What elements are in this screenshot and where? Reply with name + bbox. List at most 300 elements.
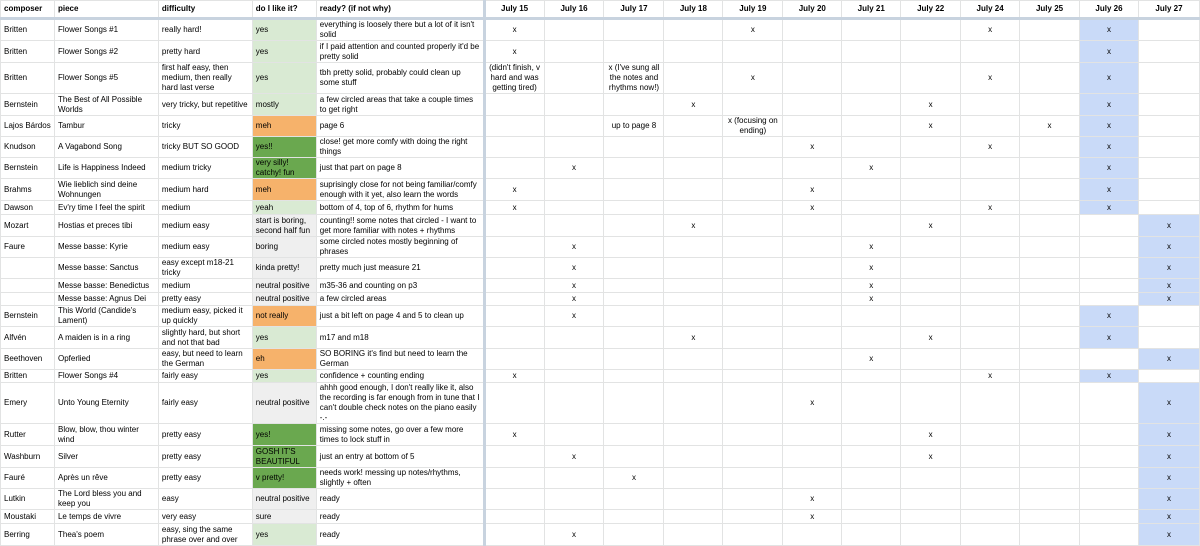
like-cell[interactable]: meh [252,179,316,201]
like-cell[interactable]: yes [252,370,316,383]
practice-cell[interactable] [484,215,544,237]
practice-cell[interactable] [664,116,723,137]
ready-cell[interactable]: tbh pretty solid, probably could clean up some stuff [316,63,484,94]
practice-cell[interactable] [901,137,961,158]
practice-cell[interactable] [1138,63,1199,94]
practice-cell[interactable] [1020,306,1080,327]
piece-cell[interactable]: Ev'ry time I feel the spirit [54,201,158,215]
practice-cell[interactable] [664,19,723,41]
like-cell[interactable]: neutral positive [252,383,316,424]
practice-cell[interactable] [484,158,544,179]
practice-cell[interactable]: x [1080,116,1139,137]
practice-cell[interactable]: x [544,258,604,279]
practice-cell[interactable] [723,94,783,116]
practice-cell[interactable] [783,446,842,468]
like-cell[interactable]: GOSH IT'S BEAUTIFUL [252,446,316,468]
composer-cell[interactable]: Washburn [1,446,55,468]
like-cell[interactable]: v pretty! [252,468,316,489]
composer-cell[interactable]: Britten [1,63,55,94]
practice-cell[interactable]: x [1138,424,1199,446]
practice-cell[interactable] [544,116,604,137]
practice-cell[interactable] [544,137,604,158]
practice-cell[interactable] [1020,279,1080,293]
practice-cell[interactable] [723,215,783,237]
like-cell[interactable]: mostly [252,94,316,116]
practice-cell[interactable] [544,179,604,201]
practice-cell[interactable] [901,258,961,279]
practice-cell[interactable] [783,63,842,94]
practice-cell[interactable] [723,201,783,215]
composer-cell[interactable]: Dawson [1,201,55,215]
practice-cell[interactable] [1020,424,1080,446]
practice-cell[interactable]: x [664,327,723,349]
practice-cell[interactable] [961,383,1020,424]
practice-cell[interactable] [961,279,1020,293]
practice-cell[interactable] [842,137,901,158]
composer-cell[interactable]: Knudson [1,137,55,158]
like-cell[interactable]: not really [252,306,316,327]
difficulty-cell[interactable]: pretty easy [158,468,252,489]
practice-cell[interactable] [723,370,783,383]
practice-cell[interactable] [901,279,961,293]
practice-cell[interactable] [544,424,604,446]
practice-cell[interactable]: x [664,215,723,237]
practice-cell[interactable] [1138,327,1199,349]
practice-cell[interactable] [901,158,961,179]
piece-cell[interactable]: The Lord bless you and keep you [54,489,158,510]
practice-cell[interactable] [1080,279,1139,293]
difficulty-cell[interactable]: medium tricky [158,158,252,179]
practice-cell[interactable] [604,306,664,327]
practice-cell[interactable] [1020,201,1080,215]
composer-cell[interactable]: Berring [1,524,55,546]
piece-cell[interactable]: Flower Songs #4 [54,370,158,383]
col-header-ready[interactable]: ready? (if not why) [316,1,484,19]
piece-cell[interactable]: This World (Candide's Lament) [54,306,158,327]
practice-cell[interactable]: x [1138,468,1199,489]
practice-cell[interactable] [901,349,961,370]
practice-cell[interactable] [544,201,604,215]
practice-cell[interactable]: x [723,19,783,41]
practice-cell[interactable] [842,306,901,327]
practice-cell[interactable] [1020,41,1080,63]
piece-cell[interactable]: Messe basse: Sanctus [54,258,158,279]
practice-cell[interactable] [842,468,901,489]
practice-cell[interactable] [901,510,961,524]
practice-cell[interactable] [901,41,961,63]
practice-cell[interactable]: x [842,237,901,258]
practice-cell[interactable] [842,489,901,510]
practice-cell[interactable] [961,327,1020,349]
practice-cell[interactable] [604,158,664,179]
practice-cell[interactable]: up to page 8 [604,116,664,137]
practice-cell[interactable] [604,327,664,349]
practice-cell[interactable] [664,237,723,258]
practice-cell[interactable] [1080,446,1139,468]
practice-cell[interactable] [783,293,842,306]
like-cell[interactable]: boring [252,237,316,258]
practice-cell[interactable] [1020,349,1080,370]
practice-cell[interactable] [842,179,901,201]
practice-cell[interactable]: x [484,370,544,383]
practice-cell[interactable] [664,510,723,524]
practice-cell[interactable]: x (I've sung all the notes and rhythms now!) [604,63,664,94]
practice-cell[interactable] [1080,293,1139,306]
like-cell[interactable]: yes [252,19,316,41]
practice-cell[interactable] [1020,215,1080,237]
practice-cell[interactable] [664,63,723,94]
practice-cell[interactable] [664,137,723,158]
practice-cell[interactable] [604,19,664,41]
practice-cell[interactable] [544,41,604,63]
composer-cell[interactable]: Faure [1,237,55,258]
practice-cell[interactable]: x [783,383,842,424]
practice-cell[interactable] [604,293,664,306]
practice-cell[interactable] [664,524,723,546]
piece-cell[interactable]: Thea's poem [54,524,158,546]
practice-cell[interactable] [842,510,901,524]
practice-cell[interactable] [604,137,664,158]
practice-cell[interactable] [484,258,544,279]
practice-cell[interactable] [723,137,783,158]
composer-cell[interactable] [1,258,55,279]
col-header-date[interactable]: July 26 [1080,1,1139,19]
practice-cell[interactable] [783,116,842,137]
like-cell[interactable]: sure [252,510,316,524]
practice-cell[interactable] [1080,349,1139,370]
practice-cell[interactable] [604,237,664,258]
ready-cell[interactable]: everything is loosely there but a lot of it isn't solid [316,19,484,41]
like-cell[interactable]: meh [252,116,316,137]
piece-cell[interactable]: Silver [54,446,158,468]
col-header-date[interactable]: July 21 [842,1,901,19]
ready-cell[interactable]: ready [316,524,484,546]
practice-cell[interactable] [484,510,544,524]
col-header-date[interactable]: July 24 [961,1,1020,19]
practice-cell[interactable] [783,237,842,258]
practice-cell[interactable]: x [1080,19,1139,41]
practice-cell[interactable] [842,424,901,446]
practice-cell[interactable]: x [1080,137,1139,158]
practice-cell[interactable] [901,524,961,546]
practice-cell[interactable] [961,349,1020,370]
practice-cell[interactable]: x [1080,41,1139,63]
practice-cell[interactable] [484,279,544,293]
practice-cell[interactable] [1080,383,1139,424]
col-header-date[interactable]: July 15 [484,1,544,19]
like-cell[interactable]: yeah [252,201,316,215]
practice-cell[interactable] [604,510,664,524]
practice-cell[interactable] [783,279,842,293]
practice-cell[interactable] [664,306,723,327]
ready-cell[interactable]: ready [316,510,484,524]
like-cell[interactable]: start is boring, second half fun [252,215,316,237]
practice-cell[interactable] [484,237,544,258]
practice-cell[interactable]: x [901,327,961,349]
practice-cell[interactable] [961,116,1020,137]
practice-cell[interactable]: x [1080,370,1139,383]
practice-cell[interactable] [604,201,664,215]
ready-cell[interactable]: needs work! messing up notes/rhythms, slightly + often [316,468,484,489]
practice-cell[interactable] [842,215,901,237]
practice-cell[interactable] [604,94,664,116]
practice-cell[interactable] [783,524,842,546]
practice-cell[interactable]: x (focusing on ending) [723,116,783,137]
practice-cell[interactable] [664,179,723,201]
practice-cell[interactable]: x [961,370,1020,383]
practice-cell[interactable] [544,383,604,424]
practice-cell[interactable] [842,446,901,468]
practice-cell[interactable]: x [1138,524,1199,546]
practice-cell[interactable]: x [1138,383,1199,424]
practice-cell[interactable] [723,179,783,201]
practice-cell[interactable] [723,41,783,63]
practice-cell[interactable]: x [1080,327,1139,349]
practice-cell[interactable]: x [1138,258,1199,279]
practice-cell[interactable] [901,306,961,327]
practice-cell[interactable]: x [961,63,1020,94]
practice-cell[interactable] [723,327,783,349]
practice-cell[interactable] [1020,489,1080,510]
practice-cell[interactable] [664,158,723,179]
composer-cell[interactable]: Fauré [1,468,55,489]
like-cell[interactable]: neutral positive [252,489,316,510]
col-header-piece[interactable]: piece [54,1,158,19]
practice-cell[interactable] [1138,116,1199,137]
col-header-date[interactable]: July 25 [1020,1,1080,19]
ready-cell[interactable]: close! get more comfy with doing the right things [316,137,484,158]
practice-cell[interactable] [723,510,783,524]
practice-cell[interactable] [901,383,961,424]
composer-cell[interactable]: Rutter [1,424,55,446]
practice-cell[interactable] [1080,468,1139,489]
ready-cell[interactable]: m17 and m18 [316,327,484,349]
practice-cell[interactable] [1138,370,1199,383]
col-header-difficulty[interactable]: difficulty [158,1,252,19]
practice-cell[interactable]: x [783,510,842,524]
composer-cell[interactable] [1,279,55,293]
practice-cell[interactable]: x [484,201,544,215]
practice-cell[interactable] [664,446,723,468]
difficulty-cell[interactable]: medium easy [158,237,252,258]
practice-cell[interactable]: x [783,201,842,215]
practice-cell[interactable] [961,158,1020,179]
practice-cell[interactable] [544,370,604,383]
difficulty-cell[interactable]: very tricky, but repetitive [158,94,252,116]
practice-cell[interactable] [961,306,1020,327]
piece-cell[interactable]: A maiden is in a ring [54,327,158,349]
practice-cell[interactable] [1138,306,1199,327]
practice-cell[interactable] [664,41,723,63]
practice-cell[interactable] [484,446,544,468]
difficulty-cell[interactable]: medium easy, picked it up quickly [158,306,252,327]
practice-cell[interactable] [1020,94,1080,116]
difficulty-cell[interactable]: easy except m18-21 tricky [158,258,252,279]
col-header-date[interactable]: July 19 [723,1,783,19]
practice-cell[interactable] [901,237,961,258]
practice-cell[interactable] [1020,446,1080,468]
practice-cell[interactable]: x [842,158,901,179]
practice-cell[interactable] [901,293,961,306]
practice-cell[interactable] [604,383,664,424]
practice-cell[interactable] [901,63,961,94]
difficulty-cell[interactable]: really hard! [158,19,252,41]
practice-cell[interactable] [1020,293,1080,306]
practice-cell[interactable]: x [1080,306,1139,327]
ready-cell[interactable]: a few circled areas that take a couple times to get right [316,94,484,116]
practice-cell[interactable] [1020,179,1080,201]
ready-cell[interactable]: suprisingly close for not being familiar/comfy enough with it yet, also learn the words [316,179,484,201]
col-header-date[interactable]: July 20 [783,1,842,19]
practice-cell[interactable] [901,370,961,383]
practice-cell[interactable] [484,306,544,327]
ready-cell[interactable]: m35-36 and counting on p3 [316,279,484,293]
col-header-composer[interactable]: composer [1,1,55,19]
piece-cell[interactable]: Messe basse: Benedictus [54,279,158,293]
practice-cell[interactable] [544,19,604,41]
practice-cell[interactable]: x [1080,201,1139,215]
practice-cell[interactable] [544,489,604,510]
ready-cell[interactable]: ahhh good enough, I don't really like it, also the recording is far enough from in tune that I can't double check notes on the piano easily -.- [316,383,484,424]
piece-cell[interactable]: Tambur [54,116,158,137]
like-cell[interactable]: kinda pretty! [252,258,316,279]
practice-cell[interactable]: (didn't finish, v hard and was getting tired) [484,63,544,94]
practice-cell[interactable] [604,179,664,201]
composer-cell[interactable]: Lutkin [1,489,55,510]
difficulty-cell[interactable]: very easy [158,510,252,524]
piece-cell[interactable]: Messe basse: Kyrie [54,237,158,258]
ready-cell[interactable]: pretty much just measure 21 [316,258,484,279]
difficulty-cell[interactable]: medium [158,279,252,293]
piece-cell[interactable]: Blow, blow, thou winter wind [54,424,158,446]
piece-cell[interactable]: The Best of All Possible Worlds [54,94,158,116]
like-cell[interactable]: eh [252,349,316,370]
practice-cell[interactable] [842,201,901,215]
practice-cell[interactable] [723,349,783,370]
practice-cell[interactable] [842,63,901,94]
practice-cell[interactable]: x [842,349,901,370]
ready-cell[interactable]: just that part on page 8 [316,158,484,179]
like-cell[interactable]: yes [252,524,316,546]
practice-cell[interactable] [842,94,901,116]
practice-cell[interactable] [723,306,783,327]
practice-cell[interactable] [842,383,901,424]
practice-cell[interactable] [1020,524,1080,546]
practice-cell[interactable]: x [1138,349,1199,370]
practice-cell[interactable]: x [1138,215,1199,237]
practice-cell[interactable] [544,215,604,237]
practice-cell[interactable]: x [901,446,961,468]
practice-cell[interactable] [961,179,1020,201]
practice-cell[interactable] [1080,258,1139,279]
practice-cell[interactable] [961,446,1020,468]
like-cell[interactable]: yes [252,41,316,63]
piece-cell[interactable]: Le temps de vivre [54,510,158,524]
difficulty-cell[interactable]: pretty easy [158,446,252,468]
difficulty-cell[interactable]: medium easy [158,215,252,237]
difficulty-cell[interactable]: tricky BUT SO GOOD [158,137,252,158]
difficulty-cell[interactable]: fairly easy [158,370,252,383]
practice-cell[interactable] [664,349,723,370]
practice-cell[interactable] [544,468,604,489]
practice-cell[interactable] [783,327,842,349]
practice-cell[interactable] [961,94,1020,116]
practice-cell[interactable]: x [484,19,544,41]
practice-cell[interactable]: x [842,279,901,293]
practice-cell[interactable] [961,258,1020,279]
like-cell[interactable]: neutral positive [252,293,316,306]
practice-cell[interactable] [484,524,544,546]
practice-cell[interactable] [723,489,783,510]
practice-cell[interactable] [842,327,901,349]
practice-cell[interactable]: x [604,468,664,489]
ready-cell[interactable]: just an entry at bottom of 5 [316,446,484,468]
practice-cell[interactable] [604,424,664,446]
practice-cell[interactable] [484,137,544,158]
practice-cell[interactable] [664,424,723,446]
practice-cell[interactable] [961,293,1020,306]
like-cell[interactable]: very silly! catchy! fun [252,158,316,179]
practice-cell[interactable]: x [901,116,961,137]
practice-cell[interactable] [901,489,961,510]
practice-cell[interactable] [783,19,842,41]
practice-cell[interactable] [1138,201,1199,215]
practice-cell[interactable] [604,215,664,237]
practice-cell[interactable]: x [783,179,842,201]
difficulty-cell[interactable]: medium hard [158,179,252,201]
practice-cell[interactable]: x [544,306,604,327]
practice-cell[interactable] [1138,41,1199,63]
ready-cell[interactable]: some circled notes mostly beginning of phrases [316,237,484,258]
piece-cell[interactable]: Après un rêve [54,468,158,489]
practice-cell[interactable]: x [544,237,604,258]
practice-cell[interactable] [664,383,723,424]
practice-cell[interactable]: x [544,446,604,468]
ready-cell[interactable]: if I paid attention and counted properly it'd be pretty solid [316,41,484,63]
practice-cell[interactable] [842,41,901,63]
difficulty-cell[interactable]: pretty hard [158,41,252,63]
ready-cell[interactable]: SO BORING it's find but need to learn the German [316,349,484,370]
ready-cell[interactable]: counting!! some notes that circled - I want to get more familiar with notes + rhythms [316,215,484,237]
practice-cell[interactable]: x [484,179,544,201]
practice-cell[interactable] [484,349,544,370]
ready-cell[interactable]: confidence + counting ending [316,370,484,383]
practice-cell[interactable] [1020,370,1080,383]
practice-cell[interactable]: x [901,94,961,116]
practice-cell[interactable] [604,41,664,63]
practice-cell[interactable]: x [1138,510,1199,524]
like-cell[interactable]: neutral positive [252,279,316,293]
practice-cell[interactable] [1020,383,1080,424]
practice-cell[interactable]: x [1138,446,1199,468]
composer-cell[interactable]: Beethoven [1,349,55,370]
practice-cell[interactable] [783,306,842,327]
practice-cell[interactable]: x [842,293,901,306]
ready-cell[interactable]: page 6 [316,116,484,137]
difficulty-cell[interactable]: pretty easy [158,293,252,306]
practice-cell[interactable]: x [1080,158,1139,179]
practice-cell[interactable] [664,370,723,383]
practice-cell[interactable] [901,19,961,41]
practice-cell[interactable] [842,370,901,383]
practice-cell[interactable] [1080,215,1139,237]
practice-cell[interactable] [664,468,723,489]
practice-cell[interactable]: x [1138,237,1199,258]
practice-cell[interactable] [723,279,783,293]
difficulty-cell[interactable]: easy, sing the same phrase over and over [158,524,252,546]
practice-cell[interactable] [604,524,664,546]
practice-cell[interactable] [961,215,1020,237]
